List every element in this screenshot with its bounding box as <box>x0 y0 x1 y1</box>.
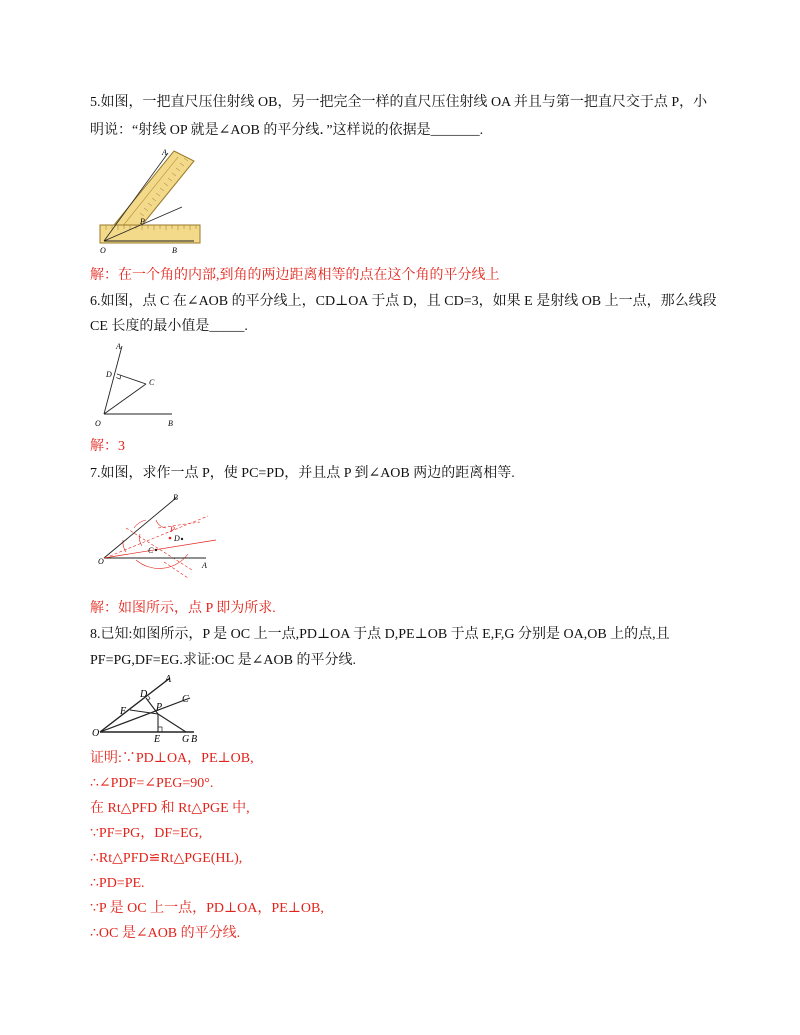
q6-ray-OA <box>104 346 122 414</box>
q6-text-line2: CE 长度的最小值是_____. <box>90 319 248 334</box>
q6-label-D: D <box>106 370 112 379</box>
q7-bisector <box>104 540 216 558</box>
q6-segment-CD <box>117 374 146 384</box>
q8-proof-line: ∴∠PDF=∠PEG=90°. <box>90 776 214 791</box>
q7-label-P: P <box>170 525 175 534</box>
q7-point-P <box>169 537 172 540</box>
q8-figure <box>90 672 210 742</box>
q8-ray-OC <box>100 698 190 732</box>
q5-label-A: A <box>162 148 167 157</box>
q5-label-O: O <box>100 246 106 255</box>
q8-label-B: B <box>191 734 198 742</box>
q7-label-D: D <box>174 534 180 543</box>
q8-right-angle-mark-E <box>158 727 162 732</box>
q8-proof-line: ∵P 是 OC 上一点，PD⊥OA，PE⊥OB, <box>90 901 324 916</box>
q7-answer: 解：如图所示，点 P 即为所求. <box>90 601 276 616</box>
q8-text-line1: 8.已知:如图所示，P 是 OC 上一点,PD⊥OA 于点 D,PE⊥OB 于点 E,F,G 分别是 OA,OB 上的点,且 <box>90 627 670 642</box>
q8-proof-line: ∵PF=PG，DF=EG, <box>90 826 203 841</box>
q6-answer: 解：3 <box>90 439 125 454</box>
q5-text-line1: 5.如图，一把直尺压住射线 OB，另一把完全一样的直尺压住射线 OA 并且与第一把直尺交于点 P，小 <box>90 95 708 110</box>
q6-label-C: C <box>149 378 155 387</box>
q8-label-O: O <box>92 728 100 739</box>
q8-label-E: E <box>154 734 161 742</box>
q6-label-B: B <box>168 419 173 428</box>
q6-text-line1: 6.如图，点 C 在∠AOB 的平分线上，CD⊥OA 于点 D，且 CD=3，如果 E 是射线 OB 上一点，那么线段 <box>90 294 717 309</box>
q8-proof-line: ∴OC 是∠AOB 的平分线. <box>90 926 241 941</box>
q5-tilted-ruler <box>114 151 194 235</box>
q5-horizontal-ruler <box>100 225 200 243</box>
q8-proof-line: ∴PD=PE. <box>90 876 145 891</box>
q8-label-C: C <box>182 694 189 705</box>
q8-proof-line: 证明:∵PD⊥OA，PE⊥OB, <box>90 751 254 766</box>
q6-right-angle-mark <box>116 375 121 379</box>
q5-label-B: B <box>172 246 177 255</box>
q7-label-B: B <box>173 493 178 502</box>
q8-proof-line: 在 Rt△PFD 和 Rt△PGE 中, <box>90 801 250 816</box>
q6-label-A: A <box>116 342 121 351</box>
q5-ruler-figure <box>96 145 206 257</box>
q7-label-C: C <box>148 546 154 555</box>
q8-label-G: G <box>182 734 190 742</box>
q8-label-D: D <box>140 689 148 700</box>
q7-point-C <box>155 549 157 551</box>
q8-text-line2: PF=PG,DF=EG.求证:OC 是∠AOB 的平分线. <box>90 653 356 668</box>
q7-label-A: A <box>202 561 207 570</box>
q8-proof-line: ∴Rt△PFD≌Rt△PGE(HL), <box>90 851 243 866</box>
q7-construction-marks <box>110 516 208 578</box>
q8-label-F: F <box>120 706 127 717</box>
q7-figure <box>96 488 220 578</box>
q8-label-A: A <box>165 674 172 685</box>
q5-answer: 解：在一个角的内部,到角的两边距离相等的点在这个角的平分线上 <box>90 268 500 283</box>
q7-label-O: O <box>98 557 104 566</box>
q7-text-line1: 7.如图，求作一点 P，使 PC=PD，并且点 P 到∠AOB 两边的距离相等. <box>90 466 515 481</box>
q5-text-line2: 明说：“射线 OP 就是∠AOB 的平分线．”这样说的依据是_______. <box>90 123 484 138</box>
q8-label-P: P <box>156 702 163 713</box>
q8-right-angle-mark-D <box>148 696 151 700</box>
q6-figure <box>92 340 188 432</box>
q6-label-O: O <box>95 419 101 428</box>
q5-label-P: P <box>140 217 145 226</box>
q7-point-D <box>181 538 183 540</box>
